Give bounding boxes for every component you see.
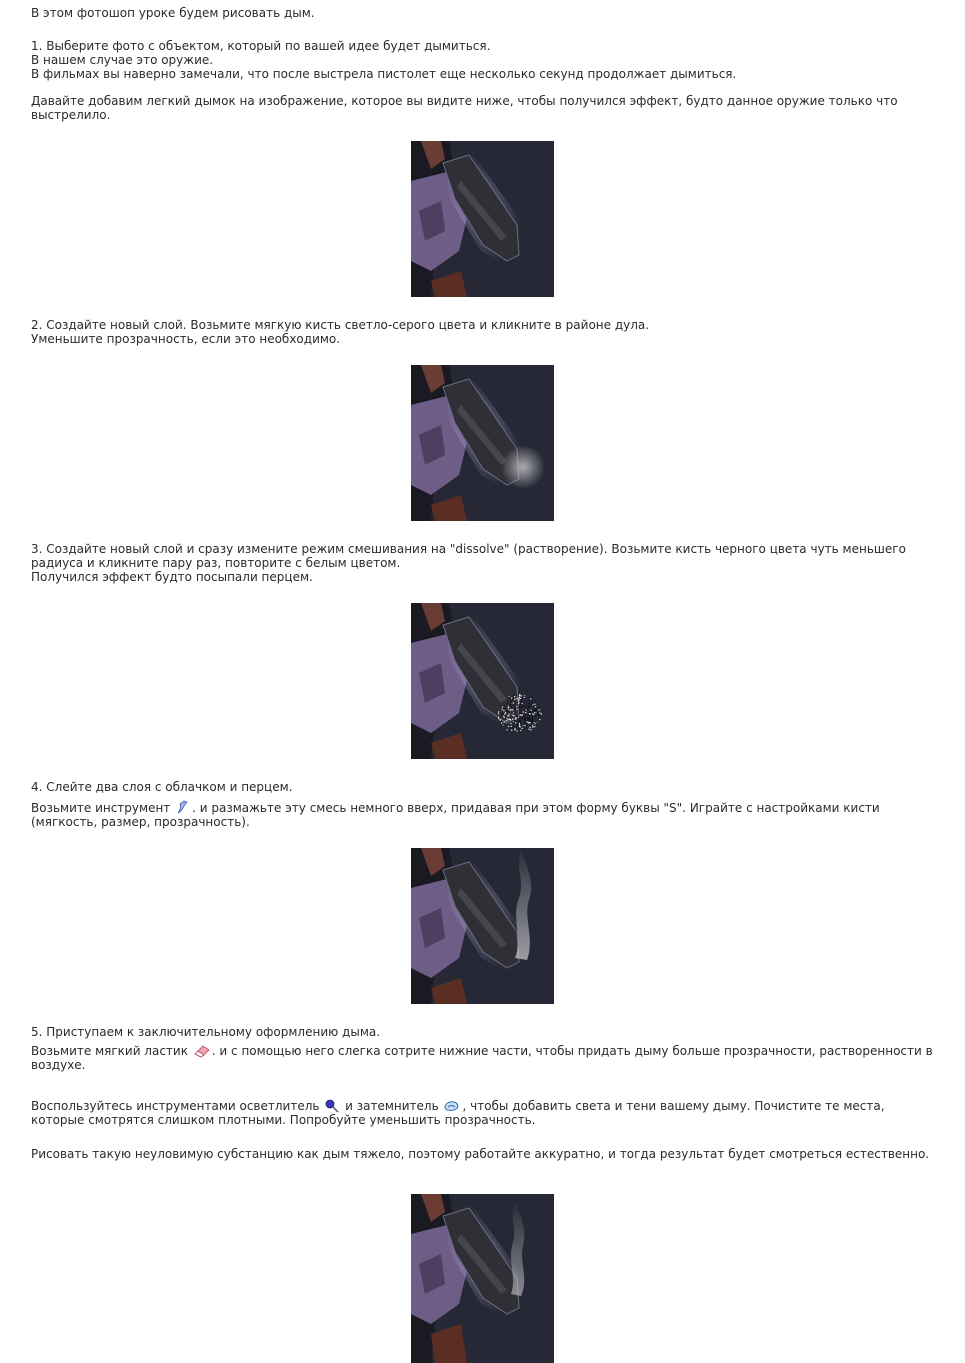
step-5-paragraph-1: Возьмите мягкий ластик . и с помощью него слегка сотрите нижние части, чтобы придать дыму больше прозрачности, растворенности в воздухе. — [31, 1044, 933, 1072]
step-5-paragraph-2: Воспользуйтесь инструментами осветлитель и затемнитель , чтобы добавить света и тени вашему дыму. Почистите те места, которые смотрятся слишком плотными. Попробуйте уменьшить прозрачность. — [31, 1099, 885, 1127]
smudge-tool-icon — [175, 799, 191, 815]
eraser-tool-icon — [193, 1044, 211, 1058]
step-1-text — [31, 39, 936, 81]
step-5-paragraph-3: Рисовать такую неуловимую субстанцию как дым тяжело, поэтому работайте аккуратно, и тогда результат будет смотреться естественно. — [31, 1147, 930, 1161]
final-image — [411, 1194, 554, 1363]
step-2-image — [411, 365, 554, 521]
step-3-image — [411, 603, 554, 759]
dodge-tool-icon — [324, 1099, 340, 1113]
step-3-text — [31, 542, 936, 584]
step-4-image — [411, 848, 554, 1004]
step-2-line-1: 2. Создайте новый слой. Возьмите мягкую кисть светло-серого цвета и кликните в районе дула. — [31, 318, 650, 332]
step-1-line-1: 1. Выберите фото с объектом, который по вашей идее будет дымиться. — [31, 39, 491, 53]
step-5-text — [31, 1025, 936, 1039]
step-4-text — [31, 780, 936, 794]
step-2-text — [31, 318, 936, 346]
step-2-line-2: Уменьшите прозрачность, если это необходимо. — [31, 332, 341, 346]
intro-text: В этом фотошоп уроке будем рисовать дым. — [31, 6, 315, 20]
step-3-line-2: Получился эффект будто посыпали перцем. — [31, 570, 313, 584]
step-1-line-3: В фильмах вы наверно замечали, что после выстрела пистолет еще несколько секунд продолжает дымиться. — [31, 67, 737, 81]
burn-tool-icon — [443, 1099, 461, 1113]
step-3-line-1: 3. Создайте новый слой и сразу измените режим смешивания на "dissolve" (растворение). Возьмите кисть черного цвета чуть меньшего радиуса и кликните пару раз, повторите с белым цветом. — [31, 542, 906, 570]
step-4-instruction: Возьмите инструмент . и размажьте эту смесь немного вверх, придавая при этом форму буквы "S". Играйте с настройками кисти (мягкость, размер, прозрачность). — [31, 801, 880, 829]
step-1-paragraph-2: Давайте добавим легкий дымок на изображение, которое вы видите ниже, чтобы получился эффект, будто данное оружие только что выстрелило. — [31, 94, 898, 122]
step-4-line-1: 4. Слейте два слоя с облачком и перцем. — [31, 780, 293, 794]
step-1-image — [411, 141, 554, 297]
step-1-line-2: В нашем случае это оружие. — [31, 53, 214, 67]
step-5-line-1: 5. Приступаем к заключительному оформлению дыма. — [31, 1025, 381, 1039]
